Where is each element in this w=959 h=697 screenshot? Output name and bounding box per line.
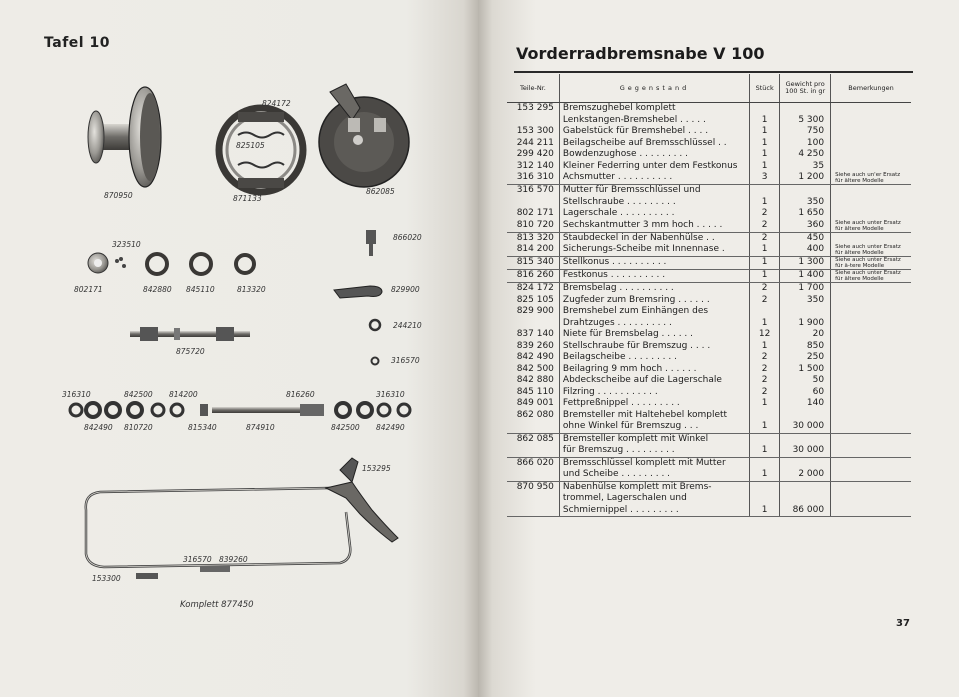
weight-cell: 1 900 (780, 318, 831, 330)
description-cell: Sicherungs-Scheibe mit Innennase . (559, 244, 749, 257)
title-rule (514, 71, 913, 73)
part-number-cell (507, 469, 559, 481)
description-cell: Festkonus . . . . . . . . . . (559, 270, 749, 283)
quantity-cell (750, 481, 780, 493)
description-cell: Kleiner Federring unter dem Festkonus (559, 161, 749, 173)
part-number-cell (507, 197, 559, 209)
weight-cell: 750 (780, 126, 831, 138)
quantity-cell: 2 (750, 364, 780, 376)
remarks-cell (831, 375, 911, 387)
table-row (507, 398, 911, 410)
weight-cell (780, 481, 831, 493)
description-cell: Schmiernippel . . . . . . . . . (559, 505, 749, 517)
description-cell: Beilagscheibe . . . . . . . . . (559, 352, 749, 364)
remarks-cell: Siehe auch unter Ersatz für ä-tere Modelle (831, 257, 911, 270)
remarks-cell (831, 208, 911, 220)
weight-cell: 30 000 (780, 445, 831, 457)
table-row (507, 481, 911, 493)
plate-caption: Komplett 877450 (180, 600, 254, 610)
remarks-cell (831, 469, 911, 481)
part-number-cell: 842 880 (516, 375, 554, 385)
weight-cell: 86 000 (780, 505, 831, 517)
weight-cell (780, 457, 831, 469)
quantity-cell: 1 (750, 270, 780, 283)
part-label: 244210 (393, 321, 422, 330)
weight-cell: 1 200 (780, 172, 831, 185)
part-label: 815340 (188, 423, 217, 432)
part-label: 842500 (124, 390, 153, 399)
quantity-cell: 1 (750, 161, 780, 173)
remarks-cell (831, 197, 911, 209)
part-number-cell: 824 172 (516, 283, 554, 293)
header-stueck: Stück (750, 74, 780, 103)
table-row (507, 306, 911, 318)
quantity-cell (750, 493, 780, 505)
plate-title: Tafel 10 (44, 35, 110, 51)
description-cell: Beilagring 9 mm hoch . . . . . . (559, 364, 749, 376)
description-cell: Bowdenzughose . . . . . . . . . (559, 149, 749, 161)
quantity-cell: 1 (750, 505, 780, 517)
remarks-cell (831, 352, 911, 364)
quantity-cell: 1 (750, 445, 780, 457)
weight-cell (780, 306, 831, 318)
weight-cell: 4 250 (780, 149, 831, 161)
quantity-cell: 1 (750, 197, 780, 209)
brake-plate-drawing (319, 84, 409, 187)
quantity-cell: 2 (750, 375, 780, 387)
part-number-cell: 842 490 (516, 352, 554, 362)
table-row (507, 220, 911, 233)
part-number-cell (507, 445, 559, 457)
right-page-parts-list (478, 0, 959, 697)
description-cell: Achsmutter . . . . . . . . . . (559, 172, 749, 185)
description-cell: und Scheibe . . . . . . . . . (559, 469, 749, 481)
remarks-cell: Siehe auch unter Ersatz für ältere Modelle (831, 220, 911, 233)
description-cell: Niete für Bremsbelag . . . . . . (559, 329, 749, 341)
part-label: 825105 (236, 141, 265, 150)
part-label: 842880 (143, 285, 172, 294)
weight-cell: 1 400 (780, 270, 831, 283)
remarks-cell (831, 115, 911, 127)
description-cell: ohne Winkel für Bremszug . . . (559, 421, 749, 433)
part-number-cell: 837 140 (516, 329, 554, 339)
weight-cell: 50 (780, 375, 831, 387)
description-cell: für Bremszug . . . . . . . . . (559, 445, 749, 457)
remarks-cell (831, 364, 911, 376)
weight-cell: 60 (780, 387, 831, 399)
quantity-cell: 2 (750, 208, 780, 220)
description-cell: Drahtzuges . . . . . . . . . . (559, 318, 749, 330)
weight-cell: 2 000 (780, 469, 831, 481)
part-number-cell: 839 260 (516, 340, 554, 351)
remarks-cell (831, 149, 911, 161)
part-label: 845110 (186, 285, 215, 294)
remarks-cell (831, 410, 911, 422)
table-row (507, 445, 911, 457)
axle-assembly-row-drawing (70, 403, 410, 417)
part-label: 875720 (176, 347, 205, 356)
table-row (507, 387, 911, 399)
description-cell: Lenkstangen-Bremshebel . . . . . (559, 115, 749, 127)
table-row (507, 352, 911, 364)
part-number-cell: 153 295 (516, 103, 554, 113)
remarks-cell (831, 433, 911, 445)
weight-cell: 140 (780, 398, 831, 410)
parts-table-body (507, 103, 911, 517)
table-row (507, 103, 911, 115)
table-row (507, 115, 911, 127)
quantity-cell: 1 (750, 149, 780, 161)
quantity-cell (750, 103, 780, 115)
table-row (507, 433, 911, 445)
weight-cell: 100 (780, 138, 831, 150)
quantity-cell: 1 (750, 257, 780, 270)
part-number-cell: 153 300 (516, 126, 554, 136)
table-row (507, 341, 911, 353)
table-row (507, 149, 911, 161)
quantity-cell: 1 (750, 398, 780, 410)
part-number-cell: 842 500 (516, 363, 554, 374)
part-number-cell: 244 211 (516, 137, 554, 148)
quantity-cell: 1 (750, 138, 780, 150)
part-number-cell: 802 171 (516, 208, 554, 218)
part-label: 842490 (84, 423, 113, 432)
weight-cell (780, 185, 831, 197)
brake-key-drawing (366, 230, 376, 256)
table-row (507, 208, 911, 220)
part-label: 153300 (92, 574, 121, 583)
part-label: 842490 (376, 423, 405, 432)
part-label: 323510 (112, 240, 141, 249)
weight-cell: 360 (780, 220, 831, 233)
weight-cell: 1 650 (780, 208, 831, 220)
part-label: 316310 (62, 390, 91, 399)
table-row (507, 410, 911, 422)
quantity-cell (750, 185, 780, 197)
part-number-cell: 316 570 (516, 185, 554, 195)
table-row (507, 232, 911, 244)
part-number-cell: 316 310 (507, 172, 559, 185)
header-gewicht: Gewicht pro 100 St. in gr (780, 74, 831, 103)
quantity-cell: 1 (750, 318, 780, 330)
quantity-cell: 2 (750, 220, 780, 233)
remarks-cell (831, 421, 911, 433)
quantity-cell: 2 (750, 283, 780, 295)
parts-illustration (0, 0, 478, 697)
table-row (507, 375, 911, 387)
quantity-cell: 12 (750, 329, 780, 341)
table-row (507, 161, 911, 173)
brake-lever-drawing (334, 286, 382, 298)
weight-cell: 350 (780, 197, 831, 209)
part-number-cell (507, 505, 559, 517)
nut-316570-drawing (372, 358, 379, 365)
remarks-cell (831, 505, 911, 517)
table-row (507, 329, 911, 341)
part-number-cell: 816 260 (507, 270, 559, 283)
part-number-cell: 813 320 (516, 232, 554, 243)
remarks-cell (831, 457, 911, 469)
table-row (507, 283, 911, 295)
remarks-cell (831, 341, 911, 353)
page-title: Vorderradbremsnabe V 100 (516, 44, 765, 63)
part-number-cell: 814 200 (507, 244, 559, 257)
table-row (507, 457, 911, 469)
table-row (507, 421, 911, 433)
weight-cell (780, 410, 831, 422)
description-cell: Stellschraube . . . . . . . . . (559, 197, 749, 209)
remarks-cell (831, 493, 911, 505)
part-label: 316570 (391, 356, 420, 365)
part-number-cell: 866 020 (516, 457, 554, 468)
description-cell: Lagerschale . . . . . . . . . . (559, 208, 749, 220)
description-cell: Abdeckscheibe auf die Lagerschale (559, 375, 749, 387)
part-label: 839260 (219, 555, 248, 564)
part-number-cell: 299 420 (516, 149, 554, 159)
header-bemerkungen: Bemerkungen (831, 74, 911, 103)
part-label: 814200 (169, 390, 198, 399)
part-number-cell: 829 900 (516, 306, 554, 316)
quantity-cell: 1 (750, 421, 780, 433)
remarks-cell (831, 306, 911, 318)
weight-cell: 35 (780, 161, 831, 173)
weight-cell (780, 493, 831, 505)
description-cell: Bremszughebel komplett (559, 103, 749, 115)
part-number-cell: 810 720 (507, 220, 559, 233)
quantity-cell (750, 410, 780, 422)
table-row (507, 172, 911, 185)
quantity-cell: 1 (750, 341, 780, 353)
table-row (507, 493, 911, 505)
part-number-cell (507, 421, 559, 433)
table-row (507, 244, 911, 257)
weight-cell: 850 (780, 341, 831, 353)
part-label: 842500 (331, 423, 360, 432)
part-label: 153295 (362, 464, 391, 473)
table-row (507, 185, 911, 197)
weight-cell: 30 000 (780, 421, 831, 433)
part-label: 316570 (183, 555, 212, 564)
quantity-cell (750, 433, 780, 445)
remarks-cell (831, 387, 911, 399)
quantity-cell: 2 (750, 352, 780, 364)
remarks-cell (831, 161, 911, 173)
part-number-cell (507, 493, 559, 505)
table-row (507, 270, 911, 283)
table-row (507, 469, 911, 481)
table-row (507, 318, 911, 330)
part-number-cell (507, 115, 559, 127)
quantity-cell: 1 (750, 244, 780, 257)
description-cell: Fettpreßnippel . . . . . . . . . (559, 398, 749, 410)
remarks-cell (831, 318, 911, 330)
weight-cell: 5 300 (780, 115, 831, 127)
table-row (507, 505, 911, 517)
weight-cell: 450 (780, 232, 831, 244)
quantity-cell (750, 306, 780, 318)
description-cell: Bremsschlüssel komplett mit Mutter (559, 457, 749, 469)
header-gegenstand: Gegenstand (559, 74, 749, 103)
part-number-cell: 312 140 (516, 160, 554, 171)
remarks-cell (831, 295, 911, 307)
description-cell: Gabelstück für Bremshebel . . . . (559, 126, 749, 138)
part-number-cell: 825 105 (516, 294, 554, 305)
remarks-cell (831, 126, 911, 138)
weight-cell (780, 433, 831, 445)
table-row (507, 295, 911, 307)
remarks-cell (831, 398, 911, 410)
hub-shell-drawing (88, 87, 161, 187)
description-cell: Staubdeckel in der Nabenhülse . . (559, 232, 749, 244)
remarks-cell (831, 445, 911, 457)
quantity-cell: 2 (750, 232, 780, 244)
washer-244210-drawing (370, 320, 380, 330)
part-number-cell (507, 318, 559, 330)
description-cell: Filzring . . . . . . . . . . . (559, 387, 749, 399)
remarks-cell: Siehe auch unter Ersatz für ältere Modelle (831, 270, 911, 283)
left-page-parts-plate (0, 0, 478, 697)
description-cell: Sechskantmutter 3 mm hoch . . . . . (559, 220, 749, 233)
weight-cell: 350 (780, 295, 831, 307)
part-label: 810720 (124, 423, 153, 432)
part-label: 870950 (104, 191, 133, 200)
description-cell: Mutter für Bremsschlüssel und (559, 185, 749, 197)
description-cell: Stellschraube für Bremszug . . . . (559, 341, 749, 353)
table-row (507, 364, 911, 376)
quantity-cell: 1 (750, 469, 780, 481)
remarks-cell (831, 283, 911, 295)
table-header-row (507, 74, 911, 103)
table-row (507, 197, 911, 209)
brake-shoes-drawing (219, 108, 303, 192)
part-label: 871133 (233, 194, 262, 203)
remarks-cell (831, 232, 911, 244)
part-label: 824172 (262, 99, 291, 108)
remarks-cell (831, 138, 911, 150)
description-cell: Bremsbelag . . . . . . . . . . (559, 283, 749, 295)
description-cell: Zugfeder zum Bremsring . . . . . . (559, 295, 749, 307)
table-row (507, 257, 911, 270)
part-label: 829900 (391, 285, 420, 294)
part-number-cell: 862 080 (516, 409, 554, 420)
part-number-cell: 870 950 (516, 481, 554, 492)
table-row (507, 138, 911, 150)
remarks-cell: Siehe auch un'er Ersatz für ältere Modelle (831, 172, 911, 185)
weight-cell (780, 103, 831, 115)
part-label: 874910 (246, 423, 275, 432)
quantity-cell: 2 (750, 295, 780, 307)
table-row (507, 126, 911, 138)
weight-cell: 1 700 (780, 283, 831, 295)
weight-cell: 20 (780, 329, 831, 341)
description-cell: trommel, Lagerschalen und (559, 493, 749, 505)
page-number: 37 (896, 618, 910, 629)
quantity-cell: 1 (750, 126, 780, 138)
small-parts-row-drawing (88, 253, 254, 274)
part-number-cell: 845 110 (516, 386, 554, 397)
quantity-cell: 3 (750, 172, 780, 185)
part-label: 816260 (286, 390, 315, 399)
quantity-cell (750, 457, 780, 469)
weight-cell: 1 500 (780, 364, 831, 376)
quantity-cell: 1 (750, 115, 780, 127)
remarks-cell: Siehe auch unter Ersatz für ältere Modelle (831, 244, 911, 257)
description-cell: Bremshebel zum Einhängen des (559, 306, 749, 318)
part-number-cell: 849 001 (516, 398, 554, 408)
quantity-cell: 2 (750, 387, 780, 399)
weight-cell: 400 (780, 244, 831, 257)
description-cell: Beilagscheibe auf Bremsschlüssel . . (559, 138, 749, 150)
remarks-cell (831, 103, 911, 115)
part-label: 316310 (376, 390, 405, 399)
part-label: 802171 (74, 285, 103, 294)
remarks-cell (831, 481, 911, 493)
remarks-cell (831, 329, 911, 341)
part-label: 862085 (366, 187, 395, 196)
remarks-cell (831, 185, 911, 197)
part-label: 813320 (237, 285, 266, 294)
axle-875720-drawing (130, 327, 250, 341)
description-cell: Stellkonus . . . . . . . . . . (559, 257, 749, 270)
part-label: 866020 (393, 233, 422, 242)
part-number-cell: 815 340 (507, 257, 559, 270)
weight-cell: 1 300 (780, 257, 831, 270)
description-cell: Bremsteller komplett mit Winkel (559, 433, 749, 445)
part-number-cell: 862 085 (516, 433, 554, 444)
weight-cell: 250 (780, 352, 831, 364)
header-teile-nr: Teile-Nr. (507, 74, 559, 103)
description-cell: Bremsteller mit Haltehebel komplett (559, 410, 749, 422)
parts-table (507, 74, 911, 517)
description-cell: Nabenhülse komplett mit Brems- (559, 481, 749, 493)
